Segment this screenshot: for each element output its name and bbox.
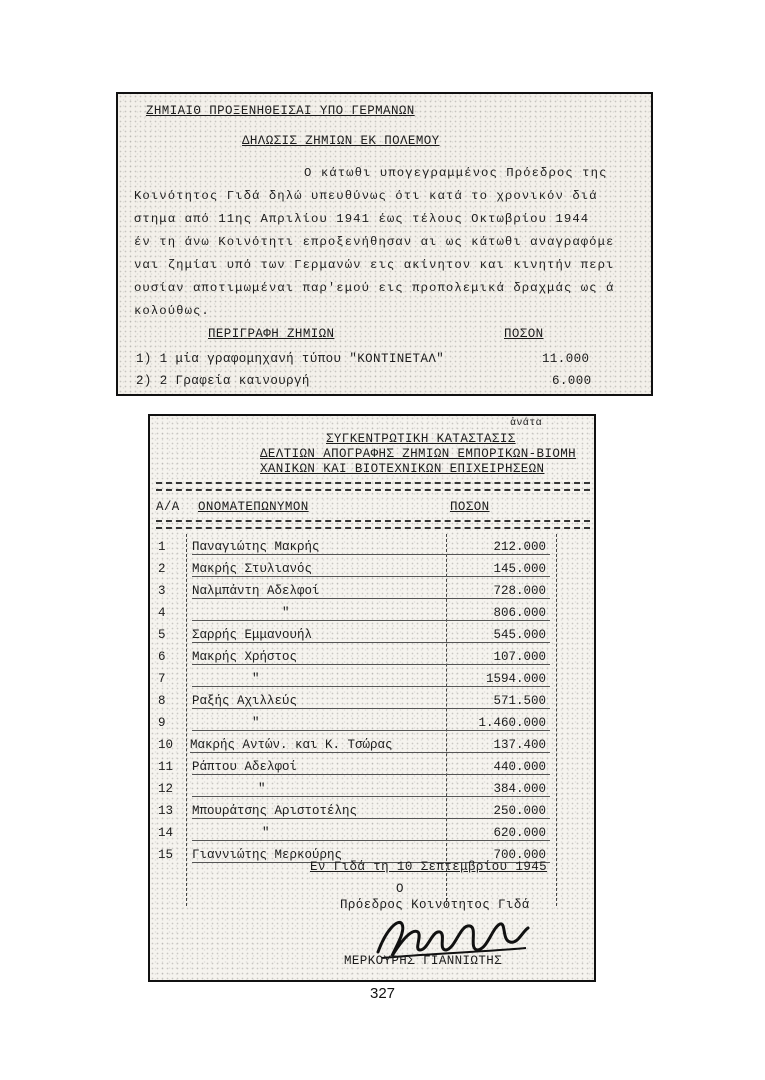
damage-declaration-scan <box>116 92 653 396</box>
table-row <box>150 606 598 628</box>
row-amount: 1.460.000 <box>450 716 550 731</box>
doc1-header: ΖΗΜΙΑΙΘ ΠΡΟΞΕΝΗΘΕΙΣΑΙ ΥΠΟ ΓΕΡΜΑΝΩΝ <box>146 104 415 118</box>
row-name: Παναγιώτης Μακρής <box>192 540 452 555</box>
row-number: 11 <box>158 760 174 774</box>
row-number: 13 <box>158 804 174 818</box>
table-row <box>150 540 598 562</box>
row-number: 12 <box>158 782 174 796</box>
table-row <box>150 672 598 694</box>
page-number: 327 <box>369 985 396 1002</box>
doc1-item-label: 2) 2 Γραφεία καινουργή <box>136 374 310 388</box>
row-amount: 571.500 <box>450 694 550 709</box>
separator-dashes <box>156 489 590 491</box>
doc1-item-label: 1) 1 μία γραφομηχανή τύπου "ΚΟΝΤΙΝΕΤΑΛ" <box>136 352 445 366</box>
office-line: Ο <box>396 882 404 896</box>
doc2-title-line-0: ΣΥΓΚΕΝΤΡΩΤΙΚΗ ΚΑΤΑΣΤΑΣΙΣ <box>326 432 516 446</box>
doc1-item-amount: 11.000 <box>542 352 590 366</box>
row-amount: 384.000 <box>450 782 550 797</box>
doc2-title-line-2: ΧΑΝΙΚΩΝ ΚΑΙ ΒΙΟΤΕΧΝΙΚΩΝ ΕΠΙΧΕΙΡΗΣΕΩΝ <box>260 462 545 476</box>
table-row <box>150 804 598 826</box>
row-name: " <box>192 826 452 841</box>
doc1-subheader: ΔΗΛΩΣΙΣ ΖΗΜΙΩΝ ΕΚ ΠΟΛΕΜΟΥ <box>242 134 440 148</box>
doc2-title-line-1: ΔΕΛΤΙΩΝ ΑΠΟΓΡΑΦΗΣ ΖΗΜΙΩΝ ΕΜΠΟΡΙΚΩΝ-ΒΙΟΜΗ <box>260 447 577 461</box>
row-number: 5 <box>158 628 166 642</box>
row-name: Μακρής Στυλιανός <box>192 562 452 577</box>
table-row <box>150 562 598 584</box>
row-number: 7 <box>158 672 166 686</box>
row-amount: 212.000 <box>450 540 550 555</box>
row-amount: 545.000 <box>450 628 550 643</box>
separator-dashes <box>156 520 590 522</box>
row-number: 1 <box>158 540 166 554</box>
signatory-name: ΜΕΡΚΟΥΡΗΣ ΓΙΑΝΝΙΩΤΗΣ <box>344 954 503 968</box>
doc1-body-line-2: στημα από 11ης Απριλίου 1941 έως τέλους Οκτωβρίου 1944 <box>134 212 590 226</box>
summary-statement-scan <box>148 414 596 982</box>
row-name: Ναλμπάντη Αδελφοί <box>192 584 452 599</box>
doc1-body-line-0: Ο κάτωθι υπογεγραμμένος Πρόεδρος της <box>304 166 608 180</box>
doc1-col-amount: ΠΟΣΟΝ <box>504 327 544 341</box>
col-header-amount: ΠΟΣΟΝ <box>450 500 490 514</box>
date-line: Εν Γιδά τη 10 Σεπτεμβρίου 1945 <box>310 860 548 874</box>
row-number: 10 <box>158 738 174 752</box>
table-row <box>150 650 598 672</box>
row-number: 4 <box>158 606 166 620</box>
table-row <box>150 584 598 606</box>
table-row <box>150 716 598 738</box>
row-name: Μακρής Αντών. και Κ. Τσώρας <box>190 738 450 753</box>
row-name: " <box>192 672 452 687</box>
doc1-item-amount: 6.000 <box>552 374 592 388</box>
row-amount: 145.000 <box>450 562 550 577</box>
row-name: Σαρρής Εμμανουήλ <box>192 628 452 643</box>
row-number: 3 <box>158 584 166 598</box>
row-name: Ραξής Αχιλλεύς <box>192 694 452 709</box>
row-amount: 1594.000 <box>450 672 550 687</box>
row-amount: 620.000 <box>450 826 550 841</box>
col-header-num: Α/Α <box>156 500 180 514</box>
row-amount: 700.000 <box>450 848 550 863</box>
table-row <box>150 826 598 848</box>
doc1-body-line-1: Κοινότητος Γιδά δηλώ υπευθύνως ότι κατά το χρονικόν διά <box>134 189 598 203</box>
row-name: Ράπτου Αδελφοί <box>192 760 452 775</box>
row-amount: 806.000 <box>450 606 550 621</box>
row-name: Μπουράτσης Αριστοτέλης <box>192 804 452 819</box>
row-amount: 440.000 <box>450 760 550 775</box>
row-number: 6 <box>158 650 166 664</box>
row-number: 9 <box>158 716 166 730</box>
row-name: " <box>192 716 452 731</box>
row-amount: 137.400 <box>450 738 550 753</box>
table-row <box>150 782 598 804</box>
row-name: Μακρής Χρήστος <box>192 650 452 665</box>
row-amount: 107.000 <box>450 650 550 665</box>
president-line: Πρόεδρος Κοινότητος Γιδά <box>340 898 530 912</box>
row-number: 15 <box>158 848 174 862</box>
corner-mark: ἀνάτα <box>510 418 543 429</box>
doc1-body-line-6: κολούθως. <box>134 304 210 318</box>
row-name: Γιαννιώτης Μερκούρης <box>192 848 452 863</box>
table-row <box>150 738 598 760</box>
doc1-col-description: ΠΕΡΙΓΡΑΦΗ ΖΗΜΙΩΝ <box>208 327 335 341</box>
row-name: " <box>192 782 452 797</box>
table-row <box>150 694 598 716</box>
table-row <box>150 628 598 650</box>
col-header-name: ΟΝΟΜΑΤΕΠΩΝΥΜΟΝ <box>198 500 309 514</box>
table-row <box>150 760 598 782</box>
row-number: 2 <box>158 562 166 576</box>
row-amount: 728.000 <box>450 584 550 599</box>
doc1-body-line-3: έν τη άνω Κοινότητι επροξενήθησαν αι ως κάτωθι αναγραφόμε <box>134 235 615 249</box>
separator-dashes <box>156 482 590 484</box>
doc1-body-line-4: ναι ζημίαι υπό των Γερμανών εις ακίνητον και κινητήν περι <box>134 258 615 272</box>
doc1-body-line-5: ουσίαν αποτιμωμέναι παρ'εμού εις προπολεμικά δραχμάς ως ά <box>134 281 615 295</box>
separator-dashes <box>156 527 590 529</box>
row-amount: 250.000 <box>450 804 550 819</box>
row-number: 14 <box>158 826 174 840</box>
row-number: 8 <box>158 694 166 708</box>
row-name: " <box>192 606 452 621</box>
